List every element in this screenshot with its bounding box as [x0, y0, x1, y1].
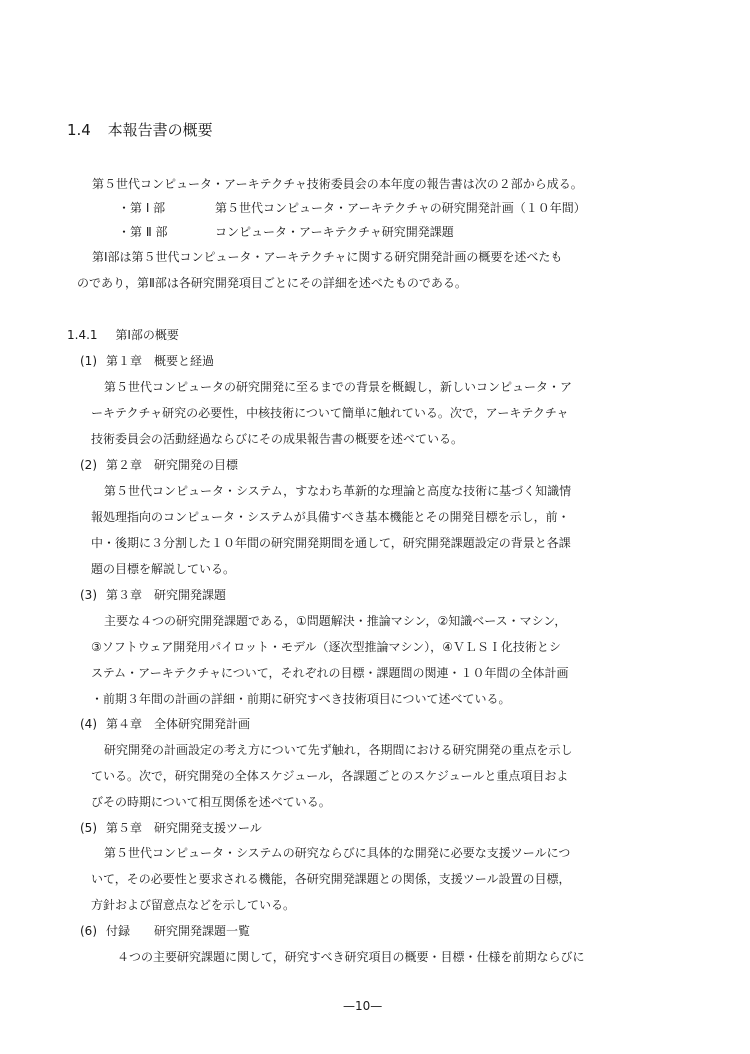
subsection-number: 1.4.1	[67, 328, 98, 342]
section-heading	[67, 120, 213, 140]
chapter-line: ている。次で，研究開発の全体スケジュール，各課題ごとのスケジュールと重点項目およ	[91, 769, 569, 783]
chapter-title: 第３章 研究開発課題	[106, 588, 227, 602]
chapter-number: (2)	[80, 458, 97, 472]
summary-line-1: 第Ⅰ部は第５世代コンピュータ・アーキテクチャに関する研究開発計画の概要を述べたも	[92, 250, 563, 264]
chapter-line: ーキテクチャ研究の必要性，中核技術について簡単に触れている。次で，アーキテクチャ	[91, 406, 569, 420]
chapter-line: ・前期３年間の計画の詳細・前期に研究すべき技術項目について述べている。	[91, 692, 511, 706]
chapter-line: 中・後期に３分割した１０年間の研究開発期間を通して，研究開発課題設定の背景と各課	[91, 536, 571, 550]
section-number: 1.4	[67, 121, 91, 139]
part-label-1: ・第 Ⅰ 部	[118, 201, 166, 215]
chapter-line: 報処理指向のコンピュータ・システムが具備すべき基本機能とその開発目標を示し，前・	[91, 510, 570, 524]
part-desc-2: コンピュータ・アーキテクチャ研究開発課題	[215, 225, 454, 239]
chapter-title: 第４章 全体研究開発計画	[106, 717, 251, 731]
chapter-number: (5)	[80, 821, 97, 835]
chapter-line: 第５世代コンピュータの研究開発に至るまでの背景を概観し，新しいコンピュータ・ア	[104, 380, 573, 394]
chapter-line: ③ソフトウェア開発用パイロット・モデル（逐次型推論マシン），④ＶＬＳＩ化技術とシ	[91, 640, 561, 654]
chapter-line: 方針および留意点などを示している。	[91, 898, 296, 912]
chapter-title: 付録 研究開発課題一覧	[106, 924, 251, 938]
chapter-title: 第２章 研究開発の目標	[106, 458, 239, 472]
page-number: —10—	[343, 999, 383, 1013]
section-intro: 第５世代コンピュータ・アーキテクチャ技術委員会の本年度の報告書は次の２部から成る。	[92, 177, 583, 191]
chapter-line: 第５世代コンピュータ・システム，すなわち革新的な理論と高度な技術に基づく知識情	[104, 484, 572, 498]
chapter-number: (6)	[80, 924, 97, 938]
part-desc-1: 第５世代コンピュータ・アーキテクチャの研究開発計画（１０年間）	[215, 201, 586, 215]
part-label-2: ・第 Ⅱ 部	[118, 225, 168, 239]
subsection-title: 第Ⅰ部の概要	[115, 328, 179, 342]
chapter-line: 主要な４つの研究開発課題である，①問題解決・推論マシン，②知識ベース・マシン，	[104, 614, 567, 628]
chapter-line: 技術委員会の活動経過ならびにその成果報告書の概要を述べている。	[91, 432, 464, 446]
chapter-line: 研究開発の計画設定の考え方について先ず触れ，各期間における研究開発の重点を示し	[104, 743, 573, 757]
chapter-line: ステム・アーキテクチャについて，それぞれの目標・課題間の関連・１０年間の全体計画	[91, 666, 569, 680]
summary-line-2: のであり，第Ⅱ部は各研究開発項目ごとにその詳細を述べたものである。	[77, 276, 467, 290]
subsection-heading	[67, 327, 179, 343]
chapter-line: 題の目標を解説している。	[91, 562, 236, 576]
chapter-line: いて，その必要性と要求される機能，各研究開発課題との関係，支援ツール設置の目標，	[91, 872, 571, 886]
chapter-number: (4)	[80, 717, 97, 731]
chapter-number: (3)	[80, 588, 97, 602]
chapter-title: 第１章 概要と経過	[106, 354, 215, 368]
chapter-line: ４つの主要研究課題に関して，研究すべき研究項目の概要・目標・仕様を前期ならびに	[117, 950, 585, 964]
chapter-line: びその時期について相互関係を述べている。	[91, 795, 331, 809]
chapter-line: 第５世代コンピュータ・システムの研究ならびに具体的な開発に必要な支援ツールにつ	[104, 846, 571, 860]
section-title: 本報告書の概要	[107, 121, 213, 139]
chapter-title: 第５章 研究開発支援ツール	[106, 821, 262, 835]
chapter-number: (1)	[80, 354, 97, 368]
